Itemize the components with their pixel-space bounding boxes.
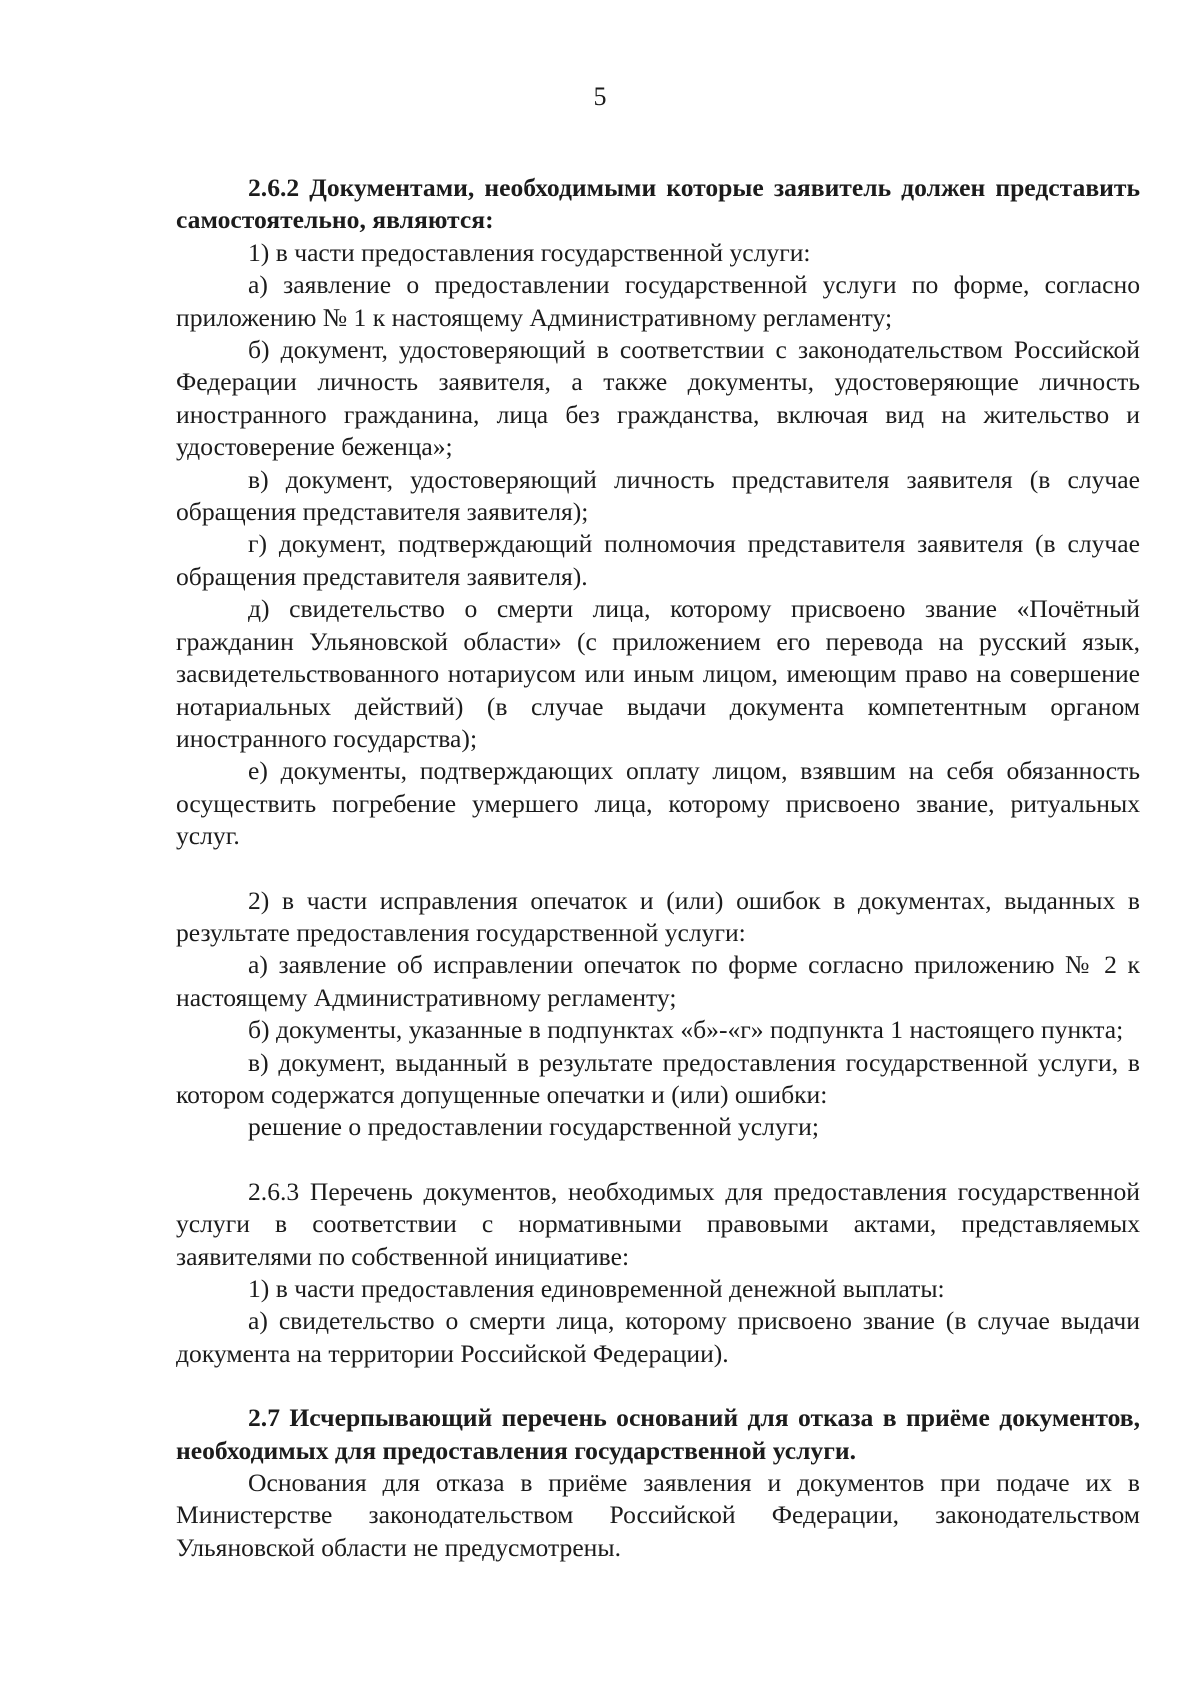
section-2-6-3-part1-intro: 1) в части предоставления единовременной денежной выплаты: (248, 1274, 945, 1303)
section-2-6-2-part2-intro: 2) в части исправления опечаток и (или) ошибок в документах, выданных в результате предоставления государственной услуги: (176, 885, 1140, 947)
list-item: а) свидетельство о смерти лица, которому присвоено звание (в случае выдачи документа на территории Российской Федерации). (176, 1306, 1140, 1368)
list-item: е) документы, подтверждающих оплату лицом, взявшим на себя обязанность осуществить погребение умершего лица, которому присвоено звание, ритуальных услуг. (176, 756, 1140, 851)
list-item: а) заявление об исправлении опечаток по форме согласно приложению № 2 к настоящему Административному регламенту; (176, 950, 1140, 1012)
paragraph-gap (176, 853, 1140, 885)
section-2-7-body: Основания для отказа в приёме заявления и документов при подаче их в Министерстве законодательством Российской Федерации, законодательством Ульяновской области не предусмотрены. (176, 1468, 1140, 1562)
list-item: в) документ, выданный в результате предоставления государственной услуги, в котором содержатся допущенные опечатки и (или) ошибки: (176, 1047, 1140, 1109)
page-number: 5 (593, 82, 607, 111)
paragraph-gap (176, 1370, 1140, 1402)
list-item: решение о предоставлении государственной услуги; (248, 1112, 819, 1142)
section-2-6-2-heading: 2.6.2 Документами, необходимыми которые заявитель должен представить самостоятельно, являются: (176, 173, 1140, 235)
document-body (176, 172, 1140, 1564)
section-2-6-2-part1-intro: 1) в части предоставления государственной услуги: (248, 237, 811, 267)
list-item: а) заявление о предоставлении государственной услуги по форме, согласно приложению № 1 к настоящему Административному регламенту; (176, 270, 1140, 332)
list-item: б) документы, указанные в подпунктах «б»-«г» подпункта 1 настоящего пункта; (248, 1015, 1124, 1045)
list-item: б) документ, удостоверяющий в соответствии с законодательством Российской Федерации личность заявителя, а также документы, удостоверяющие личность иностранного гражданина, лица без гражданства, включая вид на жительство и удостоверение беженца»; (176, 335, 1140, 462)
paragraph-gap (176, 1144, 1140, 1176)
section-2-6-3-heading: 2.6.3 Перечень документов, необходимых для предоставления государственной услуги в соответствии с нормативными правовыми актами, представляемых заявителями по собственной инициативе: (176, 1176, 1140, 1271)
list-item: в) документ, удостоверяющий личность представителя заявителя (в случае обращения представителя заявителя); (176, 464, 1140, 527)
list-item: г) документ, подтверждающий полномочия представителя заявителя (в случае обращения представителя заявителя). (176, 529, 1140, 591)
section-2-7-heading: 2.7 Исчерпывающий перечень оснований для отказа в приёме документов, необходимых для предоставления государственной услуги. (176, 1403, 1140, 1465)
list-item: д) свидетельство о смерти лица, которому присвоено звание «Почётный гражданин Ульяновской области» (с приложением его перевода на русский язык, засвидетельствованного нотариусом или иным лицом, имеющим право на совершение нотариальных действий) (в случае выдачи документа компетентным органом иностранного государства); (176, 594, 1140, 753)
